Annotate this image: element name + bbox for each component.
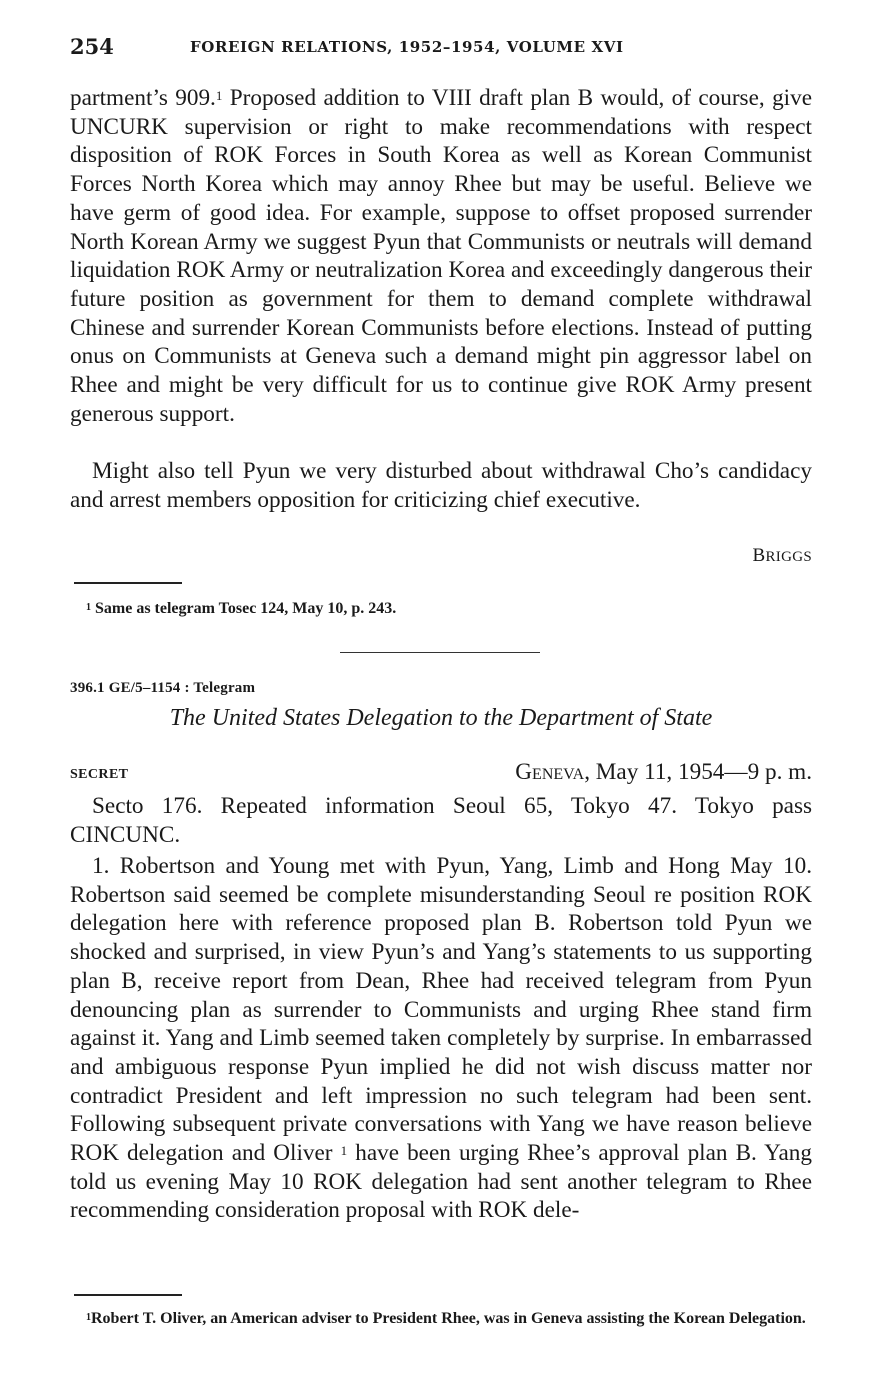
footnote-reference: 1 xyxy=(340,1143,348,1159)
closing-paragraph: Might also tell Pyun we very disturbed about withdrawal Cho’s candidacy and arrest members opposition for criticizing chief executive. xyxy=(70,458,812,513)
running-header xyxy=(70,34,812,64)
document-file-id: 396.1 GE/5–1154 : Telegram xyxy=(70,680,256,696)
footnote-reference: 1 xyxy=(215,88,223,103)
continuation-text-rest: Proposed addition to VIII draft plan B would, of course, give UNCURK supervision or right to make recommendations with respect disposition of ROK Forces in South Korea as well as Korean Communist Forces North Korea which may annoy Rhee but may be useful. Believe we have germ of good idea. For example, suppose to offset proposed surrender North Korean Army we suggest Pyun that Communists or neutrals will demand liquidation ROK Army or neutralization Korea and exceedingly dangerous their future position as government for them to demand complete withdrawal Chinese and surrender Korean Communists before elections. Instead of putting onus on Communists at Geneva such a demand might pin aggressor label on Rhee and might be very difficult for us to continue give ROK Army present generous support. xyxy=(70,85,812,427)
signature xyxy=(753,545,813,567)
footnote-text: Robert T. Oliver, an American adviser to President Rhee, was in Geneva assisting the Korean Delegation. xyxy=(91,1310,806,1327)
footnote-text: Same as telegram Tosec 124, May 10, p. 243. xyxy=(95,600,397,617)
footnote-marker: 1 xyxy=(86,602,91,613)
dateline-place: Geneva xyxy=(515,759,585,785)
telegram-paragraph-intro: Secto 176. Repeated information Seoul 65, Tokyo 47. Tokyo pass CINCUNC. xyxy=(70,793,812,848)
section-divider xyxy=(340,652,540,653)
signature-rest: RIGGS xyxy=(765,549,812,565)
classification-row xyxy=(70,759,812,791)
telegram-text-start: 1. Robertson and Young met with Pyun, Yang, Limb and Hong May 10. Robertson said seemed be complete misunderstanding Seoul re position ROK delegation here with reference proposed plan B. Robertson told Pyun we shocked and surprised, in view Pyun’s and Yang’s statements to us supporting plan B, receive report from Dean, Rhee had received telegram from Pyun denouncing plan as surrender to Communists and urging Rhee stand firm against it. Yang and Limb seemed taken completely by surprise. In embarrassed and ambiguous response Pyun implied he did not wish discuss matter nor contradict President and left impression no such telegram had been sent. Following subsequent private conversations with Yang we have reason believe ROK delegation and Oliver xyxy=(70,853,812,1167)
dateline-date: , May 11, 1954—9 p. m. xyxy=(584,759,812,785)
footnote xyxy=(86,1309,812,1329)
signature-initial: B xyxy=(752,545,766,566)
telegram-text-rest: have been urging Rhee’s approval plan B. Yang told us evening May 10 ROK delegation had sent another telegram to Rhee recommending consideration proposal with ROK dele- xyxy=(70,1140,812,1224)
running-title: FOREIGN RELATIONS, 1952–1954, VOLUME XVI xyxy=(190,38,624,56)
footnote-rule xyxy=(74,1294,182,1296)
footnote-marker: 1 xyxy=(86,1312,91,1323)
dateline xyxy=(515,759,812,786)
telegram-paragraph-1 xyxy=(70,852,812,1225)
page-number: 254 xyxy=(70,34,114,59)
footnote-rule xyxy=(74,582,182,584)
continuation-paragraph xyxy=(70,84,812,428)
continuation-text-start: partment’s 909. xyxy=(70,85,216,111)
footnote xyxy=(86,599,812,619)
classification-label: SECRET xyxy=(70,767,129,782)
document-title: The United States Delegation to the Department of State xyxy=(169,705,713,731)
